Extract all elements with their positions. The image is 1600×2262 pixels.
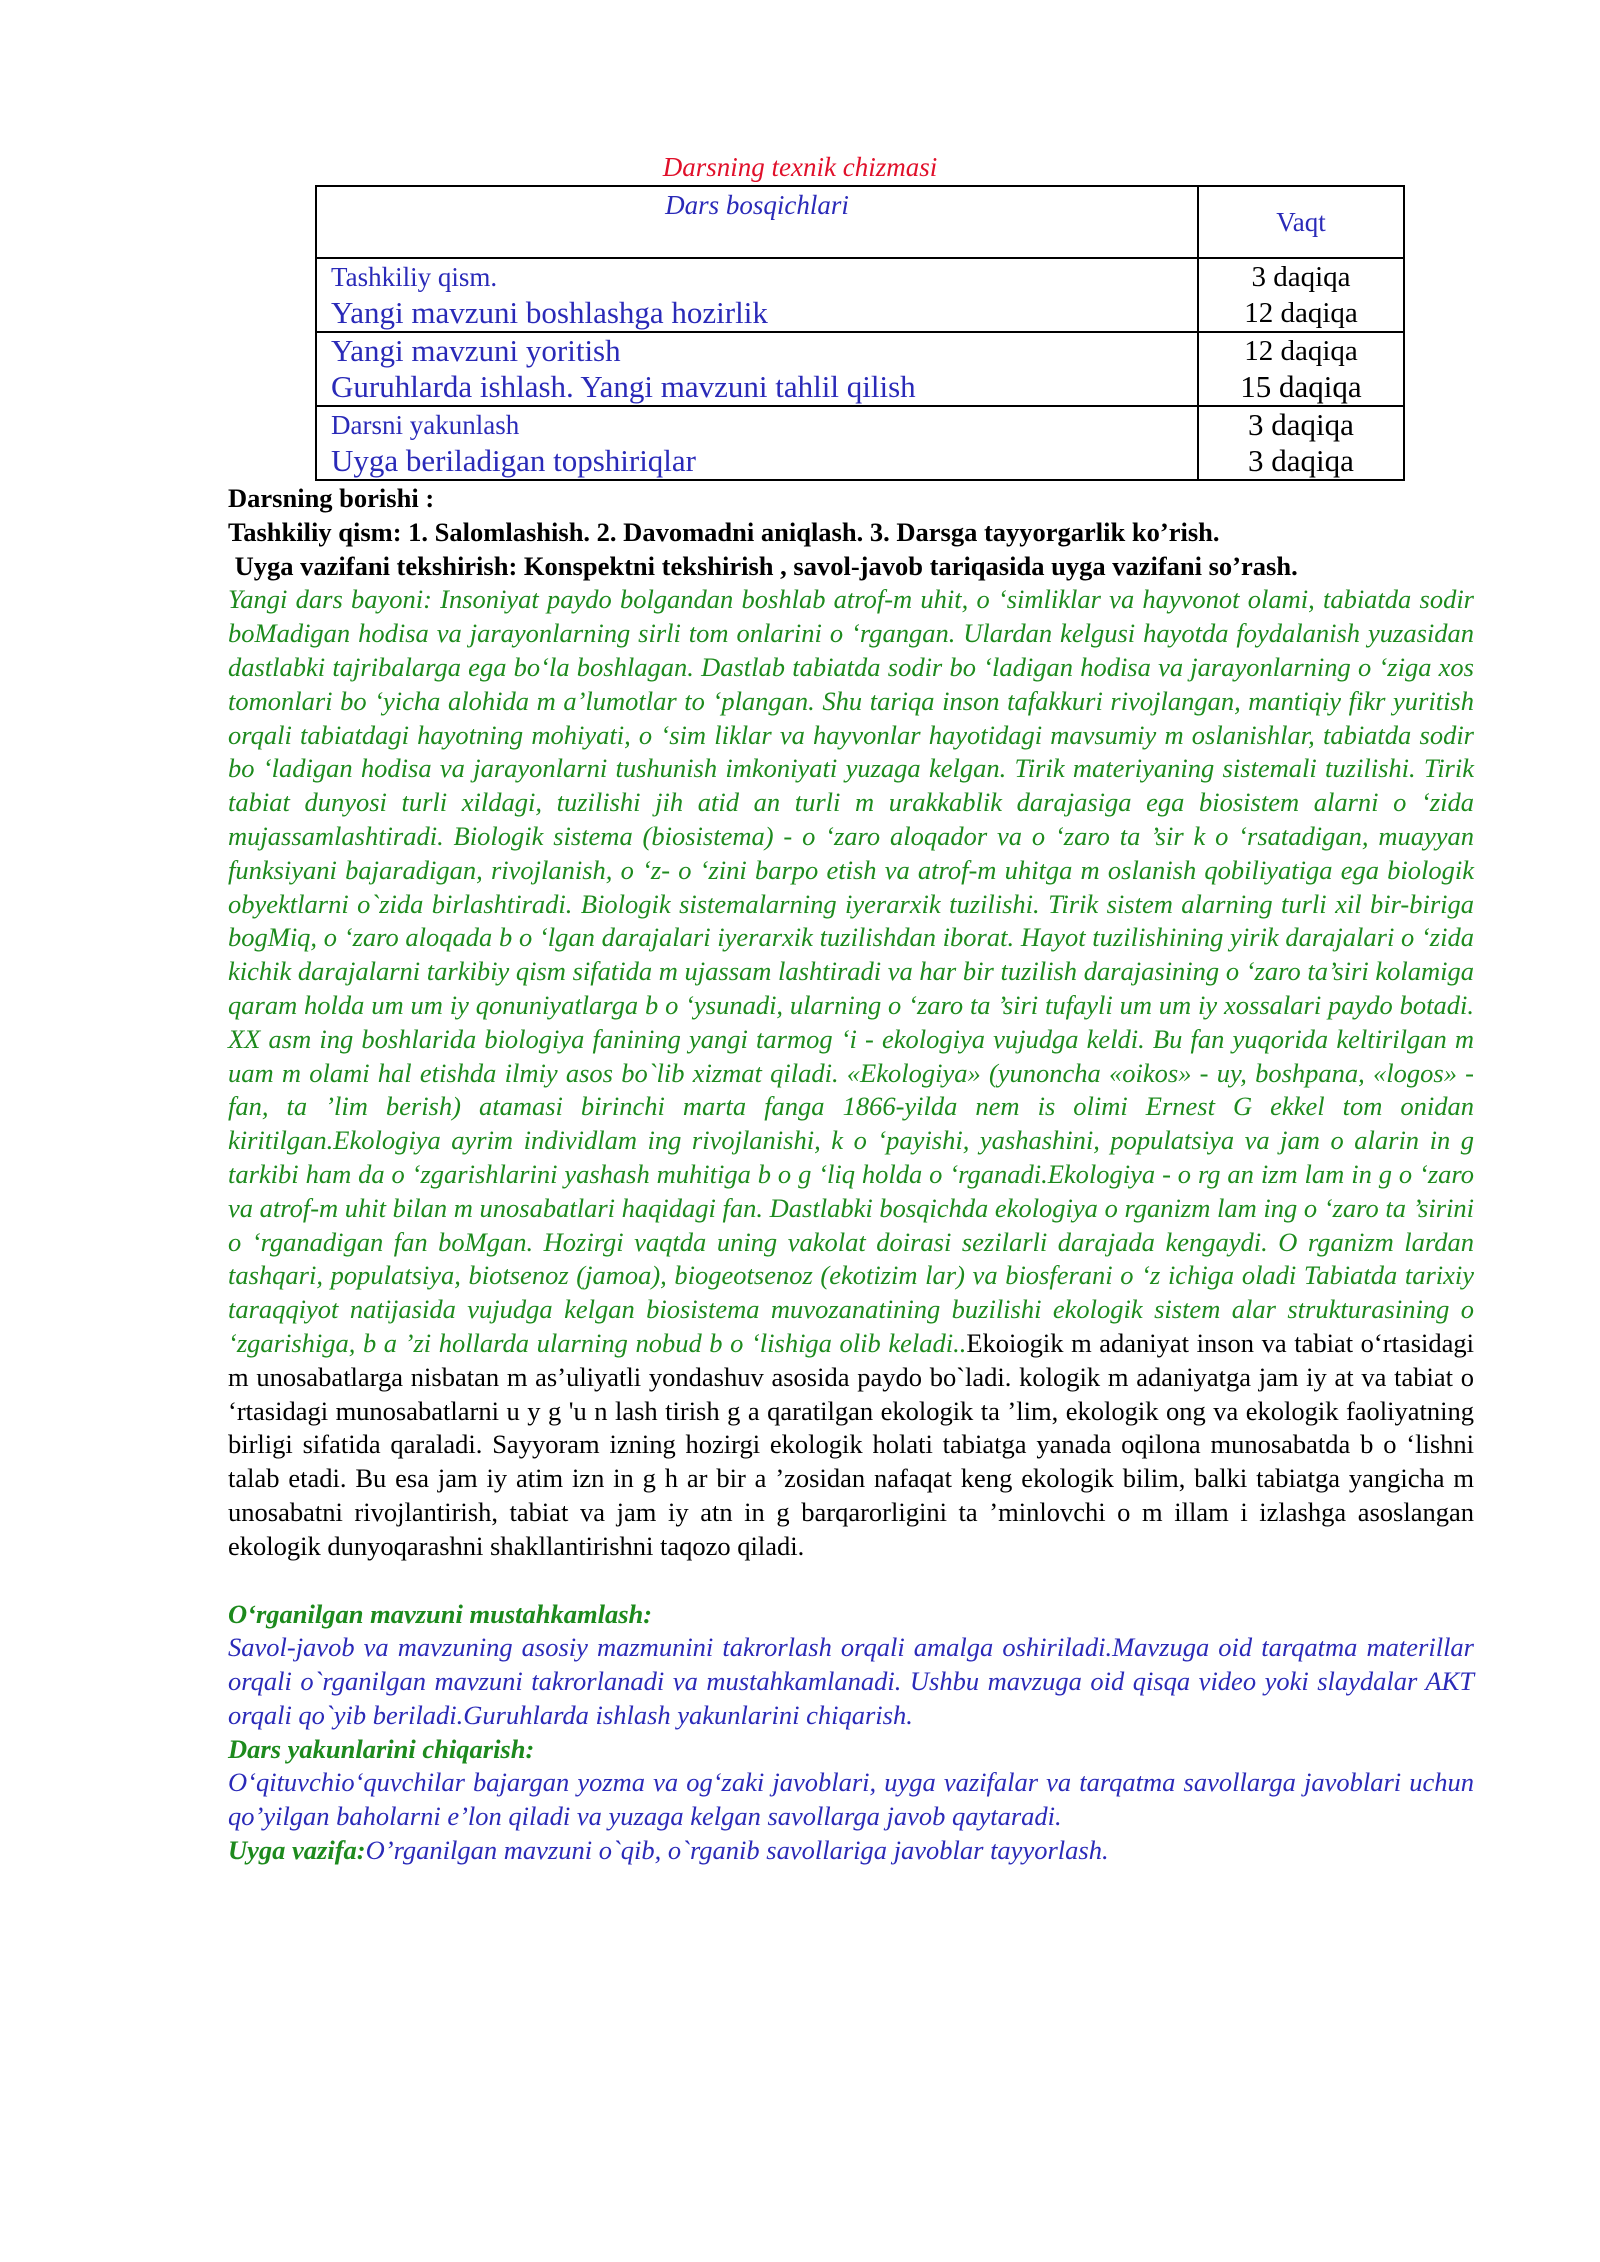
stage-label: Guruhlarda ishlash. Yangi mavzuni tahlil qilish: [331, 369, 916, 404]
page-title: Darsning texnik chizmasi: [662, 152, 938, 182]
table-row: [316, 332, 1404, 406]
new-lesson-text: Yangi dars bayoni: Insoniyat paydo bolgandan boshlab atrof-m uhit, o ‘simliklar va hayvonot olami, tabiatda sodir boMadigan hodisa va jarayonlarning sirli tom onlarini o ‘rgangan. Ulardan kelgusi hayotda foydalanish yuzasidan dastlabki tajribalarga ega bo‘la boshlagan. Dastlab tabiatda sodir bo ‘ladigan hodisa va jarayonlarning o ‘ziga xos tomonlari bo ‘yicha alohida m a’lumotlar to ‘plangan. Shu tariqa inson tafakkuri rivojlangan, mantiqiy fikr yuritish orqali tabiatdagi hayotning mohiyati, o ‘sim liklar va hayvonlar hayotidagi mavsumiy m oslanishlar, tabiatda sodir bo ‘ladigan hodisa va jarayonlarni tushunish imkoniyati yuzaga kelgan. Tirik materiyaning sistemali tuzilishi. Tirik tabiat dunyosi turli xildagi, tuzilishi jih atid an turli m urakkablik darajasiga ega biosistem alarni o ‘zida mujassamlashtiradi. Biologik sistema (biosistema) - o ‘zaro aloqador va o ‘zaro ta ’sir k o ‘rsatadigan, muayyan funksiyani bajaradigan, rivojlanish, o ‘z- o ‘zini barpo etish va atrof-m uhitga m oslanish qobiliyatiga ega biologik obyektlarni o`zida birlashtiradi. Biologik sistemalarning iyerarxik tuzilishi. Tirik sistem alarning turli xil bir-biriga bogMiq, o ‘zaro aloqada b o ‘lgan darajalari iyerarxik tuzilishdan iborat. Hayot tuzilishining yirik darajalari o ‘zida kichik darajalarni tarkibiy qism sifatida m ujassam lashtiradi va har bir tuzilish darajasining o ‘zaro ta’siri kolamiga qaram holda um um iy qonuniyatlarga b o ‘ysunadi, ularning o ‘zaro ta ’siri tufayli um um iy xossalari paydo botadi. XX asm ing boshlarida biologiya fanining yangi tarmog ‘i - ekologiya vujudga keldi. Bu fan yuqorida keltirilgan m uam m olami hal etishda ilmiy asos bo`lib xizmat qiladi. «Ekologiya» (yunoncha «oikos» - uy, boshpana, «logos» - fan, ta ’lim berish) atamasi birinchi marta fanga 1866-yilda nem is olimi Ernest G ekkel tom onidan kiritilgan.Ekologiya ayrim individlam ing rivojlanishi, k o ‘payishi, yashashini, populatsiya va jam o alarin in g tarkibi ham da o ‘zgarishlarini yashash muhitiga b o g ‘liq holda o ‘rganadi.Ekologiya - o rg an izm lam in g o ‘zaro va atrof-m uhit bilan m unosabatlari haqidagi fan. Dastlabki bosqichda ekologiya o rganizm lam ing o ‘zaro ta ’sirini o ‘rganadigan fan boMgan. Hozirgi vaqtda uning vakolat doirasi sezilarli darajada kengaydi. O rganizm lardan tashqari, populatsiya, biotsenoz (jamoa), biogeotsenoz (ekotizim lar) va biosferani o ‘z ichiga oladi Tabiatda tarixiy taraqqiyot natijasida vujudga kelgan biosistema muvozanatining buzilishi ekologik sistem alar strukturasining o ‘zgarishiga, b a ’zi hollarda ularning nobud b o ‘lishiga olib keladi..: [228, 584, 1474, 1358]
time-value: 3 daqiqa: [1248, 407, 1354, 442]
stage-cell: [316, 258, 1198, 332]
header-stages: Dars bosqichlari: [316, 186, 1198, 258]
time-value: 12 daqiqa: [1244, 297, 1358, 329]
lesson-plan-table: [315, 185, 1405, 481]
homework-check: Uyga vazifani tekshirish: Konspektni tekshirish , savol-javob tariqasida uyga vazifani so’rash.: [228, 550, 1298, 581]
homework-text: O’rganilgan mavzuni o`qib, o`rganib savollariga javoblar tayyorlash.: [365, 1835, 1109, 1866]
table-row: [316, 258, 1404, 332]
new-lesson-paragraph: [228, 583, 1474, 1563]
organizational-part: Tashkiliy qism: 1. Salomlashish. 2. Davomadni aniqlash. 3. Darsga tayyorgarlik ko’rish.: [228, 516, 1220, 547]
stage-label: Yangi mavzuni boshlashga hozirlik: [331, 295, 768, 330]
spacer: [228, 1564, 1474, 1598]
stage-label: Uyga beriladigan topshiriqlar: [331, 443, 697, 478]
stage-label: Yangi mavzuni yoritish: [331, 333, 621, 368]
summary-text: O‘qituvchio‘quvchilar bajargan yozma va og‘zaki javoblari, uyga vazifalar va tarqatma savollarga javoblari uchun qo’yilgan baholarni e’lon qiladi va yuzaga kelgan savollarga javob qaytaradi.: [228, 1767, 1474, 1832]
homework-label: Uyga vazifa:: [228, 1835, 366, 1866]
time-value: 15 daqiqa: [1240, 369, 1362, 404]
stage-label: Tashkiliy qism.: [331, 262, 498, 292]
time-value: 12 daqiqa: [1244, 335, 1358, 367]
time-cell: [1198, 406, 1404, 480]
consolidation-heading: O‘rganilgan mavzuni mustahkamlash:: [228, 1598, 653, 1629]
time-value: 3 daqiqa: [1251, 261, 1351, 293]
summary-heading: Dars yakunlarini chiqarish:: [228, 1733, 535, 1764]
consolidation-text: Savol-javob va mavzuning asosiy mazmunini takrorlash orqali amalga oshiriladi.Mavzuga oid tarqatma materillar orqali o`rganilgan mavzuni takrorlanadi va mustahkamlanadi. Ushbu mavzuga oid qisqa video yoki slaydalar AKT orqali qo`yib beriladi.Guruhlarda ishlash yakunlarini chiqarish.: [228, 1632, 1474, 1730]
stage-cell: [316, 406, 1198, 480]
table-row: [316, 406, 1404, 480]
section-heading-borishi: Darsning borishi :: [228, 483, 435, 513]
time-cell: [1198, 258, 1404, 332]
time-cell: [1198, 332, 1404, 406]
stage-cell: [316, 332, 1198, 406]
homework-paragraph: [228, 1834, 1474, 1868]
header-time: Vaqt: [1198, 186, 1404, 258]
table-header-row: [316, 186, 1404, 258]
ecological-culture-text: Ekoiogik m adaniyat inson va tabiat o‘rtasidagi m unosabatlarga nisbatan m as’uliyatli yondashuv asosida paydo bo`ladi. kologik m adaniyatga jam iy at va tabiat o ‘rtasidagi munosabatlarni u y g 'u n lash tirish g a qaratilgan ekologik ta ’lim, ekologik ong va ekologik faoliyatning birligi sifatida qaraladi. Sayyoram izning hozirgi ekologik holati tabiatga yanada oqilona munosabatda b o ‘lishni talab etadi. Bu esa jam iy atim izn in g h ar bir a ’zosidan nafaqat keng ekologik bilim, balki tabiatga yangicha m unosabatni rivojlantirish, tabiat va jam iy atn in g barqarorligini ta ’minlovchi o m illam i izlashga asoslangan ekologik dunyoqarashni shakllantirishni taqozo qiladi.: [228, 1327, 1474, 1561]
stage-label: Darsni yakunlash: [331, 410, 520, 440]
lesson-content: [228, 482, 1474, 1868]
time-value: 3 daqiqa: [1248, 443, 1354, 478]
